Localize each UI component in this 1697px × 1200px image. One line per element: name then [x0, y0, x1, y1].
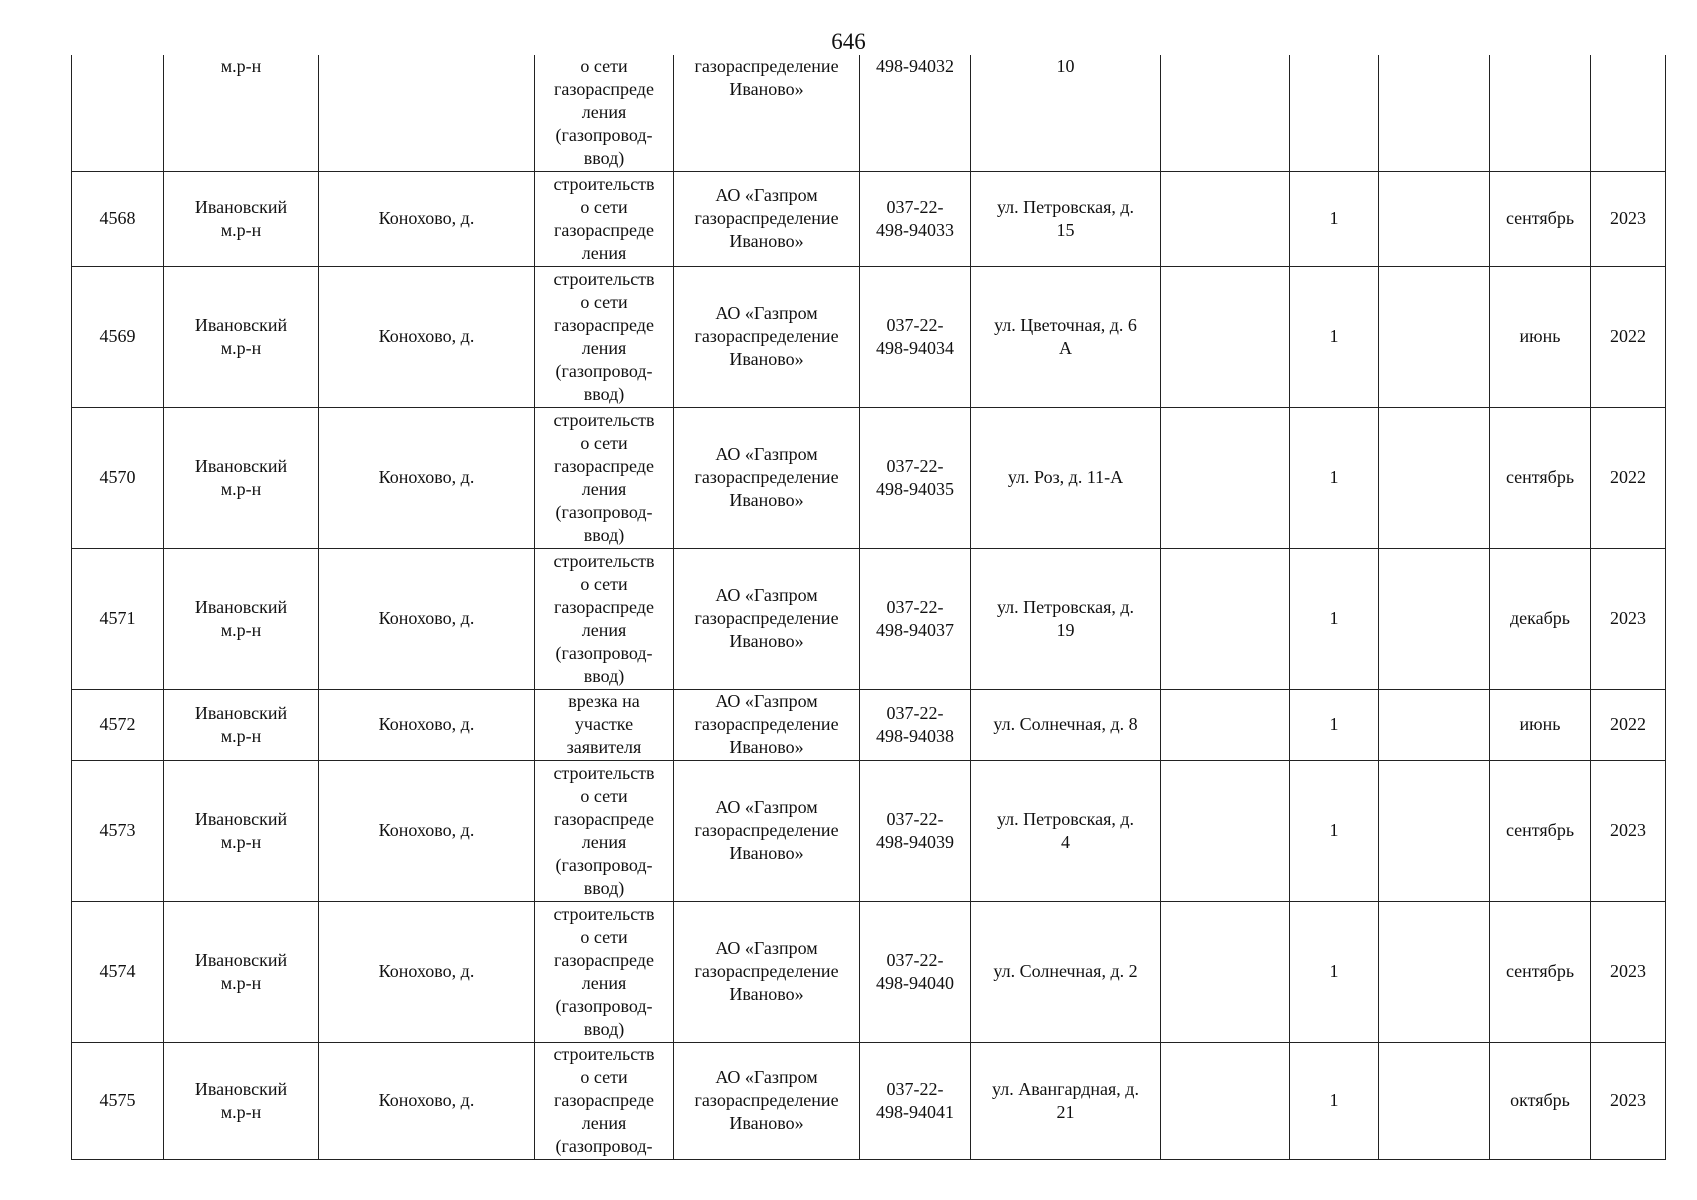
organization-cell: АО «Газпром газораспределение Иваново»: [674, 1042, 860, 1159]
work-type-cell: строительств о сети газораспреде ления: [535, 171, 674, 266]
table-row: [72, 901, 1666, 1042]
organization-cell: АО «Газпром газораспределение Иваново»: [674, 266, 860, 407]
work-type-cell: строительств о сети газораспреде ления (газопровод- ввод): [535, 407, 674, 548]
empty-cell: [1379, 548, 1490, 689]
month-cell: сентябрь: [1490, 407, 1591, 548]
locality-cell: Конохово, д.: [319, 901, 535, 1042]
year-cell: 2023: [1591, 171, 1666, 266]
month-cell: [1490, 55, 1591, 171]
count-cell: 1: [1290, 1042, 1379, 1159]
table-row: [72, 407, 1666, 548]
address-cell: ул. Солнечная, д. 8: [971, 689, 1161, 760]
year-cell: 2022: [1591, 266, 1666, 407]
table-row: [72, 171, 1666, 266]
count-cell: 1: [1290, 407, 1379, 548]
count-cell: 1: [1290, 266, 1379, 407]
month-cell: сентябрь: [1490, 901, 1591, 1042]
empty-cell: [1379, 266, 1490, 407]
district-cell: Ивановский м.р-н: [164, 1042, 319, 1159]
month-cell: июнь: [1490, 689, 1591, 760]
district-cell: Ивановский м.р-н: [164, 689, 319, 760]
locality-cell: Конохово, д.: [319, 266, 535, 407]
empty-cell: [1161, 760, 1290, 901]
table-row: [72, 266, 1666, 407]
organization-cell: газораспределение Иваново»: [674, 55, 860, 171]
district-cell: м.р-н: [164, 55, 319, 171]
year-cell: 2023: [1591, 760, 1666, 901]
work-type-cell: строительств о сети газораспреде ления (газопровод- ввод): [535, 548, 674, 689]
district-cell: Ивановский м.р-н: [164, 548, 319, 689]
contract-number-cell: 037-22- 498-94033: [860, 171, 971, 266]
contract-number-cell: 037-22- 498-94039: [860, 760, 971, 901]
row-number-cell: 4568: [72, 171, 164, 266]
address-cell: ул. Петровская, д. 19: [971, 548, 1161, 689]
work-type-cell: врезка на участке заявителя: [535, 689, 674, 760]
address-cell: ул. Солнечная, д. 2: [971, 901, 1161, 1042]
district-cell: Ивановский м.р-н: [164, 760, 319, 901]
year-cell: 2023: [1591, 548, 1666, 689]
empty-cell: [1379, 689, 1490, 760]
contract-number-cell: 037-22- 498-94035: [860, 407, 971, 548]
row-number-cell: 4570: [72, 407, 164, 548]
empty-cell: [1161, 266, 1290, 407]
district-cell: Ивановский м.р-н: [164, 266, 319, 407]
year-cell: 2023: [1591, 1042, 1666, 1159]
locality-cell: [319, 55, 535, 171]
count-cell: [1290, 55, 1379, 171]
empty-cell: [1161, 55, 1290, 171]
contract-number-cell: 037-22- 498-94034: [860, 266, 971, 407]
empty-cell: [1379, 760, 1490, 901]
contract-number-cell: 037-22- 498-94040: [860, 901, 971, 1042]
registry-table: [71, 55, 1666, 1160]
empty-cell: [1379, 55, 1490, 171]
empty-cell: [1161, 901, 1290, 1042]
work-type-cell: строительств о сети газораспреде ления (газопровод-: [535, 1042, 674, 1159]
count-cell: 1: [1290, 171, 1379, 266]
contract-number-cell: 037-22- 498-94037: [860, 548, 971, 689]
address-cell: ул. Петровская, д. 15: [971, 171, 1161, 266]
locality-cell: Конохово, д.: [319, 548, 535, 689]
contract-number-cell: 498-94032: [860, 55, 971, 171]
organization-cell: АО «Газпром газораспределение Иваново»: [674, 689, 860, 760]
organization-cell: АО «Газпром газораспределение Иваново»: [674, 901, 860, 1042]
address-cell: 10: [971, 55, 1161, 171]
count-cell: 1: [1290, 760, 1379, 901]
work-type-cell: строительств о сети газораспреде ления (газопровод- ввод): [535, 760, 674, 901]
table-row: [72, 760, 1666, 901]
organization-cell: АО «Газпром газораспределение Иваново»: [674, 407, 860, 548]
locality-cell: Конохово, д.: [319, 1042, 535, 1159]
year-cell: 2022: [1591, 407, 1666, 548]
row-number-cell: 4571: [72, 548, 164, 689]
district-cell: Ивановский м.р-н: [164, 901, 319, 1042]
month-cell: сентябрь: [1490, 760, 1591, 901]
year-cell: [1591, 55, 1666, 171]
table-row: [72, 55, 1666, 171]
count-cell: 1: [1290, 901, 1379, 1042]
empty-cell: [1379, 1042, 1490, 1159]
address-cell: ул. Авангардная, д. 21: [971, 1042, 1161, 1159]
row-number-cell: 4569: [72, 266, 164, 407]
month-cell: июнь: [1490, 266, 1591, 407]
row-number-cell: 4574: [72, 901, 164, 1042]
row-number-cell: 4575: [72, 1042, 164, 1159]
row-number-cell: [72, 55, 164, 171]
locality-cell: Конохово, д.: [319, 171, 535, 266]
month-cell: декабрь: [1490, 548, 1591, 689]
year-cell: 2022: [1591, 689, 1666, 760]
locality-cell: Конохово, д.: [319, 407, 535, 548]
count-cell: 1: [1290, 548, 1379, 689]
work-type-cell: о сети газораспреде ления (газопровод- ввод): [535, 55, 674, 171]
address-cell: ул. Роз, д. 11-А: [971, 407, 1161, 548]
table-body: [72, 55, 1666, 1159]
organization-cell: АО «Газпром газораспределение Иваново»: [674, 548, 860, 689]
organization-cell: АО «Газпром газораспределение Иваново»: [674, 760, 860, 901]
organization-cell: АО «Газпром газораспределение Иваново»: [674, 171, 860, 266]
locality-cell: Конохово, д.: [319, 760, 535, 901]
empty-cell: [1161, 548, 1290, 689]
table-row: [72, 1042, 1666, 1159]
month-cell: сентябрь: [1490, 171, 1591, 266]
contract-number-cell: 037-22- 498-94041: [860, 1042, 971, 1159]
year-cell: 2023: [1591, 901, 1666, 1042]
empty-cell: [1161, 407, 1290, 548]
district-cell: Ивановский м.р-н: [164, 171, 319, 266]
work-type-cell: строительств о сети газораспреде ления (газопровод- ввод): [535, 266, 674, 407]
month-cell: октябрь: [1490, 1042, 1591, 1159]
row-number-cell: 4572: [72, 689, 164, 760]
empty-cell: [1161, 1042, 1290, 1159]
empty-cell: [1379, 901, 1490, 1042]
table-row: [72, 689, 1666, 760]
locality-cell: Конохово, д.: [319, 689, 535, 760]
empty-cell: [1161, 689, 1290, 760]
row-number-cell: 4573: [72, 760, 164, 901]
empty-cell: [1161, 171, 1290, 266]
empty-cell: [1379, 407, 1490, 548]
work-type-cell: строительств о сети газораспреде ления (газопровод- ввод): [535, 901, 674, 1042]
district-cell: Ивановский м.р-н: [164, 407, 319, 548]
count-cell: 1: [1290, 689, 1379, 760]
contract-number-cell: 037-22- 498-94038: [860, 689, 971, 760]
table-row: [72, 548, 1666, 689]
empty-cell: [1379, 171, 1490, 266]
address-cell: ул. Цветочная, д. 6 А: [971, 266, 1161, 407]
page-number: 646: [831, 29, 866, 54]
address-cell: ул. Петровская, д. 4: [971, 760, 1161, 901]
